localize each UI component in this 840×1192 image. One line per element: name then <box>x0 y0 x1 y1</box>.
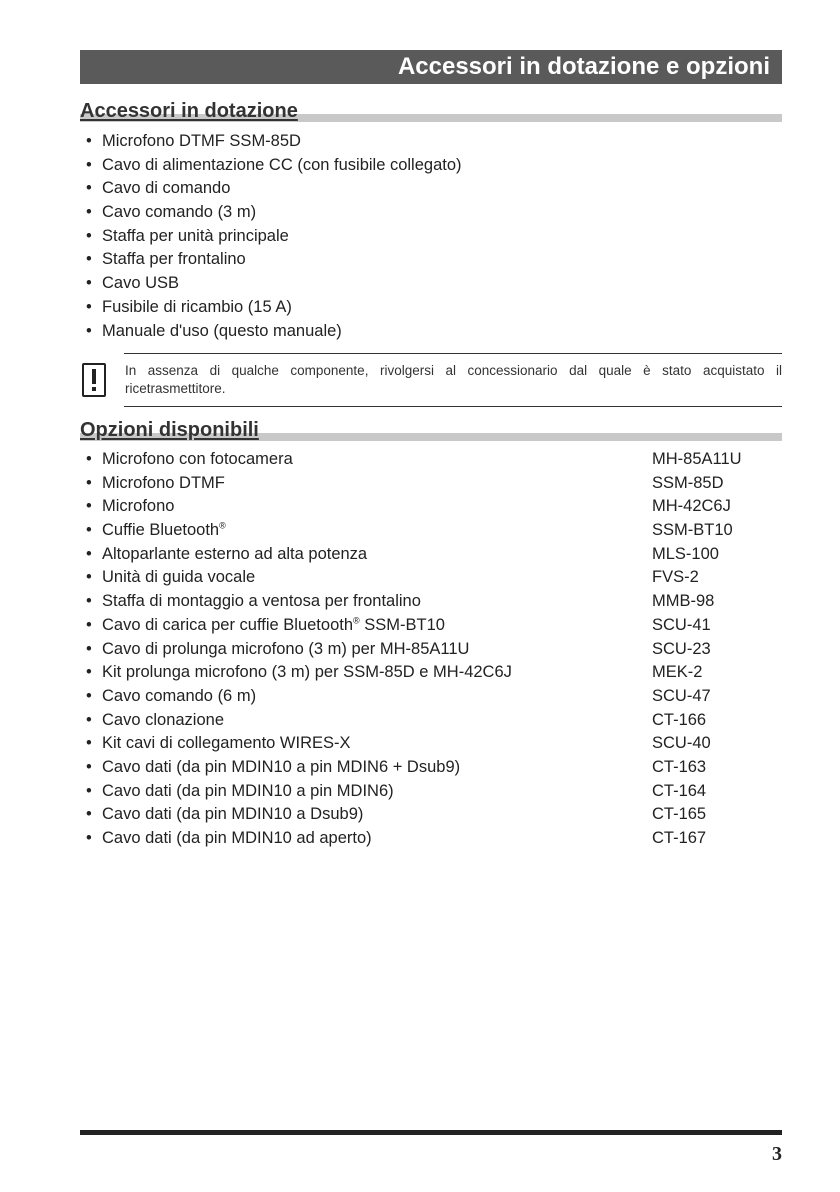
option-row: • Unità di guida vocale FVS-2 <box>86 568 699 587</box>
option-name: Microfono <box>102 497 175 516</box>
list-item: • Cavo di comando <box>86 179 231 198</box>
option-name-suffix: SSM-BT10 <box>359 615 445 634</box>
list-item: • Fusibile di ricambio (15 A) <box>86 297 292 316</box>
supplied-list <box>86 130 786 343</box>
option-row: • Microfono DTMF SSM-85D <box>86 473 724 492</box>
option-code: SSM-85D <box>652 473 724 492</box>
page-title: Accessori in dotazione e opzioni <box>397 53 770 80</box>
exclamation-icon <box>82 363 106 397</box>
option-code: MH-42C6J <box>652 497 731 516</box>
option-row: • Cavo dati (da pin MDIN10 a pin MDIN6) CT-164 <box>86 781 707 800</box>
option-name: Kit prolunga microfono (3 m) per SSM-85D e MH-42C6J <box>102 663 512 682</box>
option-name: Microfono DTMF <box>102 473 225 492</box>
options-list <box>86 448 786 851</box>
option-row: • Cavo dati (da pin MDIN10 ad aperto) CT-167 <box>86 829 707 847</box>
list-item: • Staffa per unità principale <box>86 226 289 245</box>
option-row: • Microfono con fotocamera MH-85A11U <box>86 450 742 468</box>
option-name: Cavo dati (da pin MDIN10 ad aperto) <box>102 829 372 847</box>
note-box <box>80 353 782 407</box>
option-code: SSM-BT10 <box>652 521 733 540</box>
option-name: Cavo dati (da pin MDIN10 a pin MDIN6 + Dsub9) <box>102 757 461 776</box>
option-row: • Staffa di montaggio a ventosa per frontalino MMB-98 <box>86 592 715 611</box>
option-name: Kit cavi di collegamento WIRES-X <box>102 734 351 753</box>
option-row: • Microfono MH-42C6J <box>86 497 731 516</box>
option-row: • Cavo dati (da pin MDIN10 a Dsub9) CT-165 <box>86 805 707 824</box>
option-code: FVS-2 <box>652 568 699 587</box>
note-rule-bottom <box>124 406 782 407</box>
option-row: • Cuffie Bluetooth® SSM-BT10 <box>86 520 733 540</box>
option-code: CT-166 <box>652 710 707 729</box>
option-name: Cavo clonazione <box>102 710 224 729</box>
list-item: • Staffa per frontalino <box>86 250 246 269</box>
option-row: • Cavo clonazione CT-166 <box>86 710 707 729</box>
option-row: • Altoparlante esterno ad alta potenza MLS-100 <box>86 544 719 563</box>
list-item: • Cavo di alimentazione CC (con fusibile collegato) <box>86 155 462 174</box>
option-code: SCU-23 <box>652 639 711 658</box>
option-row: • Kit prolunga microfono (3 m) per SSM-85D e MH-42C6J MEK-2 <box>86 663 703 682</box>
option-row: • Cavo di prolunga microfono (3 m) per MH-85A11U SCU-23 <box>86 639 711 658</box>
option-name: Altoparlante esterno ad alta potenza <box>102 544 368 563</box>
option-code: CT-165 <box>652 805 707 824</box>
option-code: CT-163 <box>652 757 707 776</box>
option-name: Microfono con fotocamera <box>102 450 293 468</box>
option-code: MLS-100 <box>652 544 719 563</box>
list-item: • Cavo USB <box>86 274 180 293</box>
list-item: • Manuale d'uso (questo manuale) <box>86 321 342 340</box>
options-section-header <box>80 418 782 444</box>
note-rule-top <box>124 353 782 354</box>
options-heading: Opzioni disponibili <box>80 419 259 441</box>
option-name: Unità di guida vocale <box>102 568 256 587</box>
option-code: SCU-40 <box>652 734 711 753</box>
option-code: MMB-98 <box>652 592 715 611</box>
page-title-bar <box>80 50 782 84</box>
registered-mark: ® <box>219 520 226 531</box>
option-name: Cavo di prolunga microfono (3 m) per MH-85A11U <box>102 639 470 658</box>
option-row: • Cavo dati (da pin MDIN10 a pin MDIN6 + Dsub9) CT-163 <box>86 757 707 776</box>
option-code: MEK-2 <box>652 663 703 682</box>
option-name: Cavo dati (da pin MDIN10 a pin MDIN6) <box>102 781 394 800</box>
option-name: Cavo dati (da pin MDIN10 a Dsub9) <box>102 805 364 824</box>
supplied-section-header <box>80 99 782 125</box>
option-row: • Cavo di carica per cuffie Bluetooth® SSM-BT10 SCU-41 <box>86 615 711 634</box>
option-name: Cuffie Bluetooth <box>102 521 220 540</box>
list-item: • Cavo comando (3 m) <box>86 203 257 222</box>
option-row: • Cavo comando (6 m) SCU-47 <box>86 686 711 705</box>
option-name: Cavo di carica per cuffie Bluetooth <box>102 615 354 634</box>
option-name: Staffa di montaggio a ventosa per frontalino <box>102 592 421 611</box>
list-item: • Microfono DTMF SSM-85D <box>86 132 301 150</box>
option-row: • Kit cavi di collegamento WIRES-X SCU-40 <box>86 734 711 753</box>
option-code: CT-167 <box>652 829 707 847</box>
option-code: SCU-47 <box>652 686 711 705</box>
supplied-heading: Accessori in dotazione <box>80 100 298 122</box>
option-code: SCU-41 <box>652 615 711 634</box>
footer-rule <box>80 1130 782 1135</box>
page-number: 3 <box>772 1143 782 1165</box>
option-code: MH-85A11U <box>652 450 742 468</box>
option-name: Cavo comando (6 m) <box>102 686 257 705</box>
registered-mark: ® <box>353 615 360 626</box>
option-code: CT-164 <box>652 781 707 800</box>
note-text: In assenza di qualche componente, rivolgersi al concessionario dal quale è stato acquistato il ricetrasmettitore. <box>125 363 782 396</box>
